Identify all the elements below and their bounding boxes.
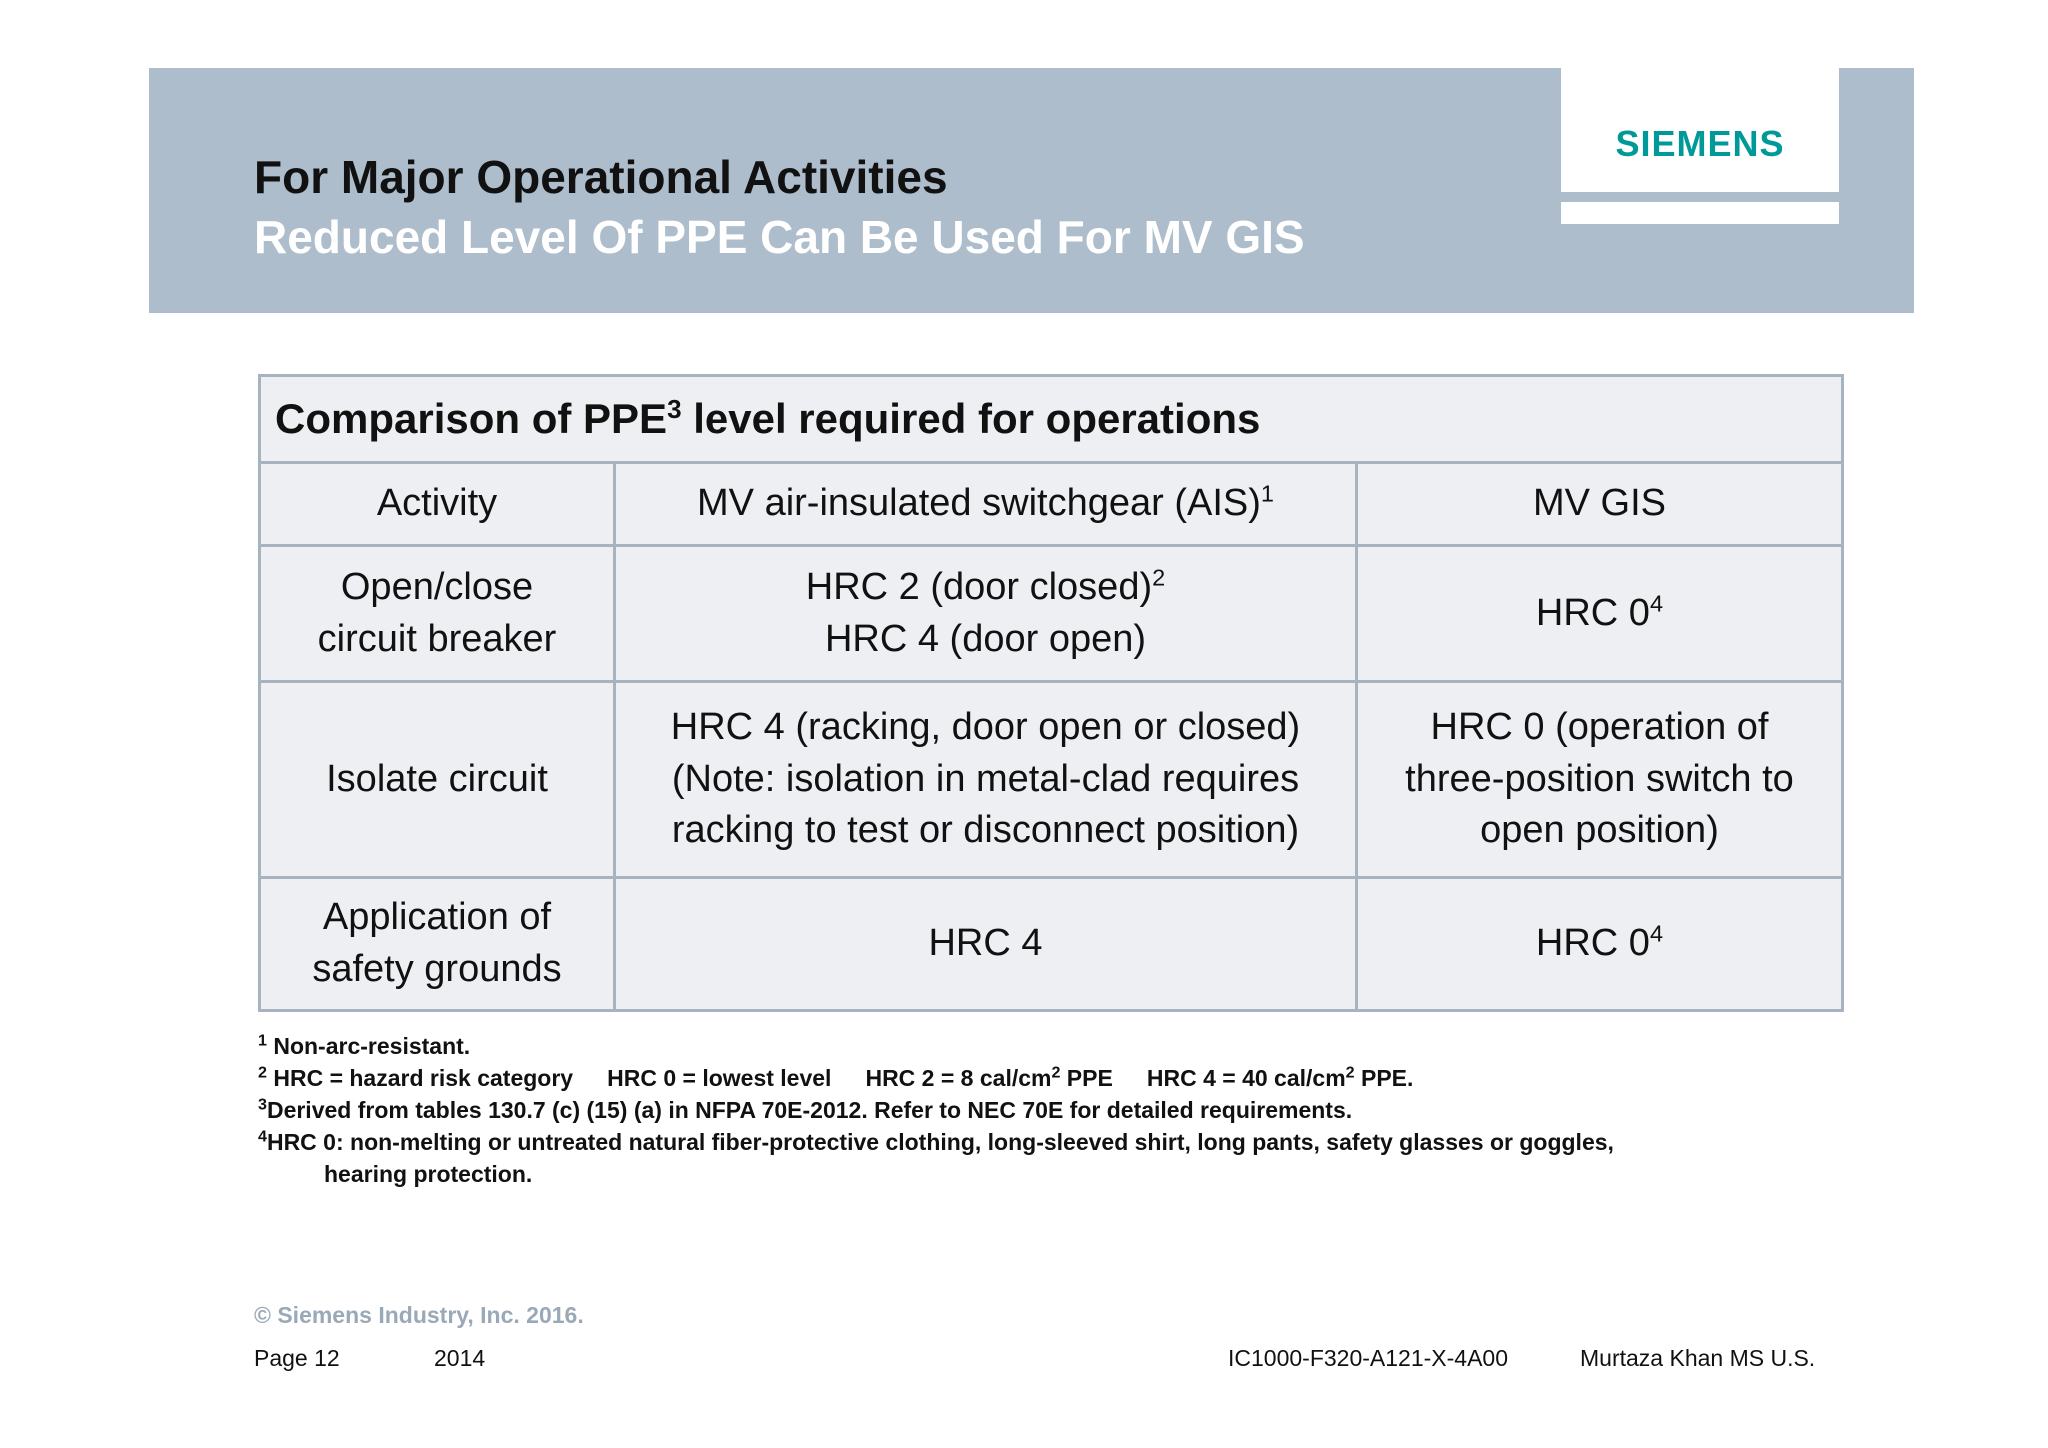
logo-text: SIEMENS [1615,123,1785,164]
column-header-activity: Activity [260,463,615,546]
column-header-ais: MV air-insulated switchgear (AIS)$^1$ [615,463,1357,546]
table-row [260,682,1843,878]
logo-underline-strip [1561,202,1839,224]
column-header-gis: MV GIS [1357,463,1843,546]
table-title-row [260,376,1843,463]
footnote-4-continued: hearing protection. [324,1161,533,1187]
table-header-row [260,463,1843,546]
footnote-4: $^4$HRC 0: non-melting or untreated natural fiber-protective clothing, long-sleeved shirt, long pants, safety glasses or goggles, [258,1127,1614,1155]
siemens-logo [1561,68,1839,192]
cell-ais: HRC 4 (racking, door open or closed) (Note: isolation in metal-clad requires racking to test or disconnect position) [615,682,1357,878]
cell-activity: Application of safety grounds [260,878,615,1011]
footnote-3: $^3$Derived from tables 130.7 (c) (15) (a) in NFPA 70E-2012. Refer to NEC 70E for detailed requirements. [258,1095,1353,1123]
slide-subtitle: Reduced Level Of PPE Can Be Used For MV GIS [254,211,1305,263]
cell-activity: Open/close circuit breaker [260,546,615,682]
cell-gis: HRC $0^4$ [1357,878,1843,1011]
footnote-2: $^2$ HRC = hazard risk category HRC 0 = lowest level HRC 2 = 8 cal/$cm^2$ PPE HRC 4 = 40 cal/$cm^2$ PPE. [258,1063,1414,1091]
page-number: Page 12 [254,1345,340,1371]
cell-gis: HRC $0^4$ [1357,546,1843,682]
slide-title: For Major Operational Activities [254,151,948,203]
cell-gis: HRC 0 (operation of three-position switch to open position) [1357,682,1843,878]
table-row [260,546,1843,682]
footer-year: 2014 [434,1345,486,1371]
copyright: © Siemens Industry, Inc. 2016. [254,1302,584,1328]
document-id: IC1000-F320-A121-X-4A00 [1228,1345,1508,1371]
footnotes [258,1030,1614,1190]
ppe-comparison-table [258,374,1844,1012]
cell-activity: Isolate circuit [260,682,615,878]
footnote-1: $^1$ Non-arc-resistant. [258,1031,471,1059]
cell-ais: HRC 2 (door closed)$^2$ HRC 4 (door open) [615,546,1357,682]
author: Murtaza Khan MS U.S. [1580,1345,1816,1371]
cell-ais: HRC 4 [615,878,1357,1011]
table-row [260,878,1843,1011]
table-title: Comparison of PPE$^3$ level required for operations [260,376,1843,463]
